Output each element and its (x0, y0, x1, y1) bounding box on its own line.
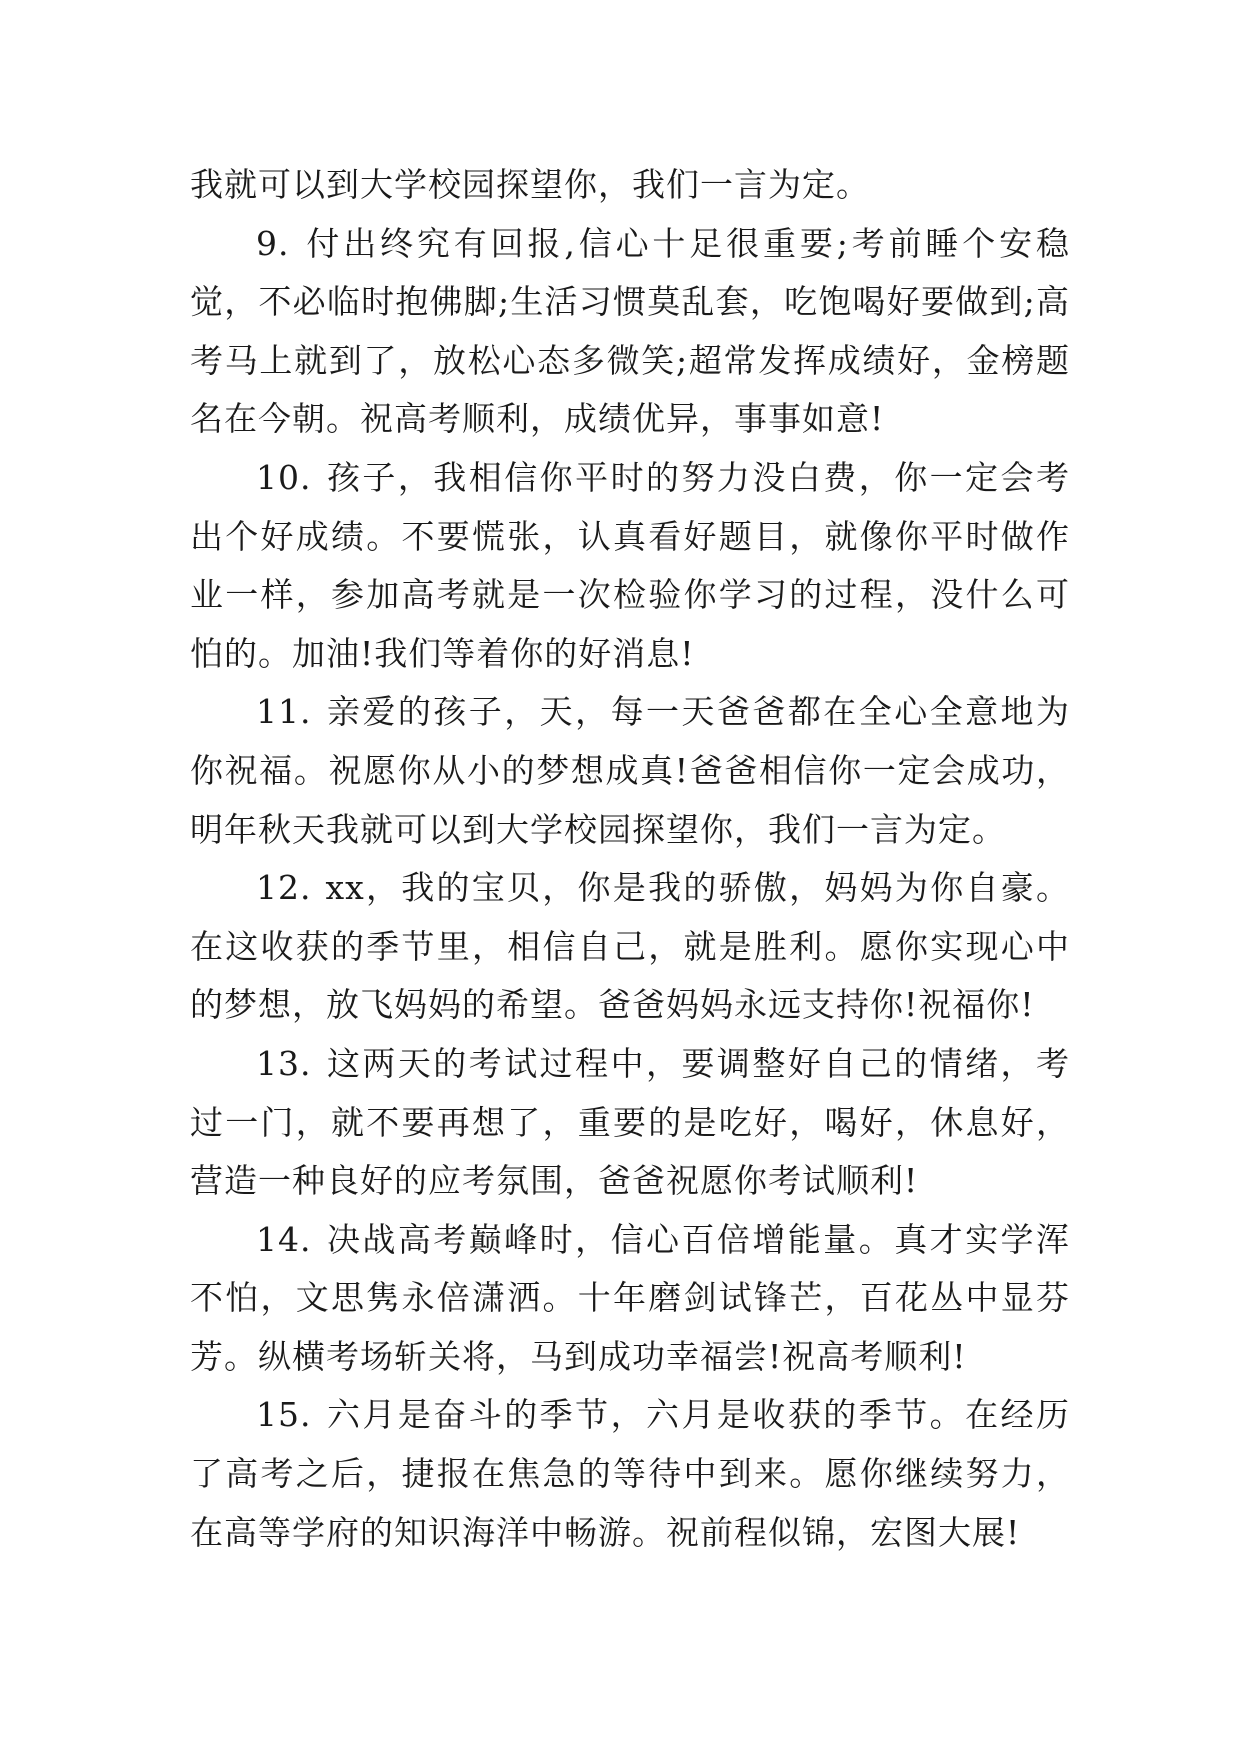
paragraph-11 (190, 683, 1070, 859)
paragraph-text: 孩子，我相信你平时的努力没白费，你一定会考出个好成绩。不要慌张，认真看好题目，就像你平时做作业一样，参加高考就是一次检验你学习的过程，没什么可怕的。加油!我们等着你的好消息! (190, 457, 1070, 673)
paragraph-number: 11. (256, 692, 312, 732)
paragraph-text: 决战高考巅峰时，信心百倍增能量。真才实学浑不怕，文思隽永倍潇洒。十年磨剑试锋芒，百花丛中显芬芳。纵横考场斩关将，马到成功幸福尝!祝高考顺利! (190, 1219, 1070, 1376)
paragraph-text: 我就可以到大学校园探望你，我们一言为定。 (190, 165, 870, 204)
document-body (190, 156, 1070, 1562)
paragraph-14 (190, 1211, 1070, 1387)
paragraph-9 (190, 215, 1070, 449)
paragraph-10 (190, 449, 1070, 683)
paragraph-number: 12. (256, 868, 312, 908)
paragraph-number: 14. (256, 1219, 312, 1259)
paragraph-text: 付出终究有回报,信心十足很重要;考前睡个安稳觉，不必临时抱佛脚;生活习惯莫乱套，吃饱喝好要做到;高考马上就到了，放松心态多微笑;超常发挥成绩好，金榜题名在今朝。祝高考顺利，成绩优异，事事如意! (190, 223, 1070, 439)
paragraph-15 (190, 1386, 1070, 1562)
paragraph-number: 10. (256, 457, 312, 497)
paragraph-number: 13. (256, 1043, 312, 1083)
paragraph-text: xx，我的宝贝，你是我的骄傲，妈妈为你自豪。在这收获的季节里，相信自己，就是胜利。愿你实现心中的梦想，放飞妈妈的希望。爸爸妈妈永远支持你!祝福你! (190, 868, 1070, 1025)
paragraph-text: 亲爱的孩子，天，每一天爸爸都在全心全意地为你祝福。祝愿你从小的梦想成真!爸爸相信你一定会成功，明年秋天我就可以到大学校园探望你，我们一言为定。 (190, 692, 1070, 849)
paragraph-12 (190, 859, 1070, 1035)
paragraph-number: 15. (256, 1395, 312, 1435)
paragraph-number: 9. (256, 223, 290, 263)
paragraph-text: 这两天的考试过程中，要调整好自己的情绪，考过一门，就不要再想了，重要的是吃好，喝好，休息好，营造一种良好的应考氛围，爸爸祝愿你考试顺利! (190, 1043, 1070, 1201)
paragraph-text: 六月是奋斗的季节，六月是收获的季节。在经历了高考之后，捷报在焦急的等待中到来。愿你继续努力，在高等学府的知识海洋中畅游。祝前程似锦，宏图大展! (190, 1395, 1070, 1552)
paragraph-continued (190, 156, 1070, 215)
paragraph-13 (190, 1035, 1070, 1211)
